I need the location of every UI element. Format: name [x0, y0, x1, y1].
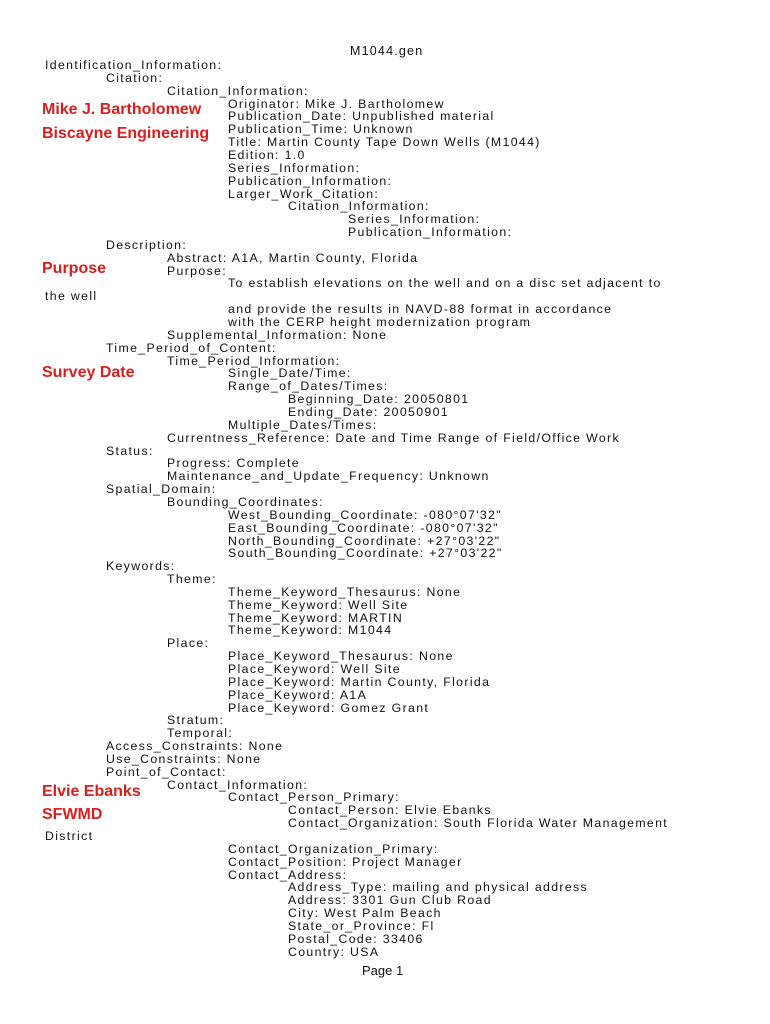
metadata-line: Maintenance_and_Update_Frequency: Unknown — [167, 469, 490, 484]
metadata-line: Status: — [106, 443, 154, 458]
metadata-line: Spatial_Domain: — [106, 482, 217, 497]
metadata-line: Description: — [106, 237, 188, 252]
metadata-line: Theme: — [167, 572, 217, 586]
metadata-line: Beginning_Date: 20050801 — [288, 392, 470, 407]
file-title: M1044.gen — [350, 44, 424, 58]
metadata-line: Progress: Complete — [167, 456, 300, 471]
metadata-line: Contact_Person: Elvie Ebanks — [288, 803, 492, 818]
metadata-line: Publication_Time: Unknown — [228, 122, 414, 137]
metadata-line: Keywords: — [106, 559, 176, 574]
metadata-line: East_Bounding_Coordinate: -080°07'32" — [228, 520, 499, 535]
metadata-line: Country: USA — [288, 944, 380, 959]
metadata-line: Place_Keyword: Gomez Grant — [228, 700, 430, 715]
metadata-line: Theme_Keyword_Thesaurus: None — [228, 584, 462, 599]
metadata-line: Address_Type: mailing and physical address — [288, 880, 589, 895]
annotation-purpose: Purpose — [42, 260, 107, 277]
metadata-line: Purpose: — [167, 263, 228, 278]
metadata-line: West_Bounding_Coordinate: -080°07'32" — [228, 507, 502, 522]
metadata-line: Place_Keyword: Martin County, Florida — [228, 674, 491, 689]
metadata-line: Point_of_Contact: — [106, 764, 227, 779]
metadata-line: Range_of_Dates/Times: — [228, 379, 389, 394]
metadata-line: Temporal: — [167, 726, 234, 741]
metadata-line: Supplemental_Information: None — [167, 327, 388, 342]
metadata-line: Time_Period_Information: — [167, 353, 341, 368]
metadata-line: the well — [45, 289, 98, 304]
metadata-line: Place_Keyword: Well Site — [228, 661, 401, 676]
metadata-line: Publication_Information: — [228, 173, 393, 188]
metadata-line: South_Bounding_Coordinate: +27°03'22" — [228, 546, 503, 561]
metadata-line: City: West Palm Beach — [288, 906, 442, 921]
metadata-line: To establish elevations on the well and on a disc set adjacent to — [228, 276, 662, 291]
metadata-line: Single_Date/Time: — [228, 366, 352, 381]
annotation-contact-org: SFWMD — [42, 806, 103, 823]
annotation-contact-name: Elvie Ebanks — [42, 783, 141, 800]
metadata-line: Access_Constraints: None — [106, 739, 284, 753]
metadata-line: Contact_Information: — [167, 777, 309, 792]
metadata-line: Theme_Keyword: Well Site — [228, 597, 409, 612]
metadata-line: Contact_Person_Primary: — [228, 790, 400, 805]
page-number: Page 1 — [362, 963, 404, 978]
metadata-line: Citation_Information: — [288, 199, 430, 214]
metadata-line: Citation_Information: — [167, 83, 309, 98]
metadata-line: Publication_Date: Unpublished material — [228, 109, 495, 124]
metadata-line: Contact_Organization: South Florida Water Management — [288, 816, 669, 831]
metadata-line: Contact_Organization_Primary: — [228, 841, 439, 856]
metadata-line: Citation: — [106, 70, 164, 85]
metadata-line: State_or_Province: Fl — [288, 918, 435, 933]
metadata-line: Contact_Address: — [228, 867, 348, 882]
metadata-line: Time_Period_of_Content: — [106, 340, 277, 355]
metadata-line: Postal_Code: 33406 — [288, 931, 424, 946]
metadata-line: Series_Information: — [348, 212, 481, 227]
annotation-originator-org: Biscayne Engineering — [42, 125, 210, 142]
metadata-line: Ending_Date: 20050901 — [288, 404, 449, 419]
metadata-line: District — [45, 829, 94, 843]
metadata-line: Series_Information: — [228, 160, 361, 175]
metadata-line: and provide the results in NAVD-88 format in accordance — [228, 302, 613, 317]
metadata-line: Originator: Mike J. Bartholomew — [228, 96, 445, 111]
metadata-line: Theme_Keyword: M1044 — [228, 623, 393, 638]
metadata-line: Multiple_Dates/Times: — [228, 417, 378, 432]
metadata-line: Abstract: A1A, Martin County, Florida — [167, 250, 419, 265]
metadata-line: North_Bounding_Coordinate: +27°03'22" — [228, 533, 501, 548]
metadata-line: with the CERP height modernization program — [228, 315, 532, 329]
metadata-line: Place: — [167, 636, 210, 651]
metadata-line: Edition: 1.0 — [228, 147, 306, 162]
metadata-line: Larger_Work_Citation: — [228, 186, 380, 201]
metadata-line: Identification_Information: — [45, 58, 223, 72]
metadata-line: Contact_Position: Project Manager — [228, 854, 463, 869]
metadata-line: Title: Martin County Tape Down Wells (M1044) — [228, 135, 541, 150]
metadata-line: Place_Keyword: A1A — [228, 687, 368, 702]
metadata-line: Bounding_Coordinates: — [167, 494, 324, 509]
metadata-line: Stratum: — [167, 713, 225, 728]
metadata-line: Publication_Information: — [348, 225, 513, 239]
metadata-line: Address: 3301 Gun Club Road — [288, 893, 492, 908]
annotation-survey-date: Survey Date — [42, 364, 135, 381]
metadata-line: Currentness_Reference: Date and Time Range of Field/Office Work — [167, 430, 620, 445]
metadata-line: Theme_Keyword: MARTIN — [228, 610, 404, 625]
annotation-originator-name: Mike J. Bartholomew — [42, 101, 202, 118]
metadata-line: Use_Constraints: None — [106, 751, 262, 766]
metadata-line: Place_Keyword_Thesaurus: None — [228, 649, 454, 664]
